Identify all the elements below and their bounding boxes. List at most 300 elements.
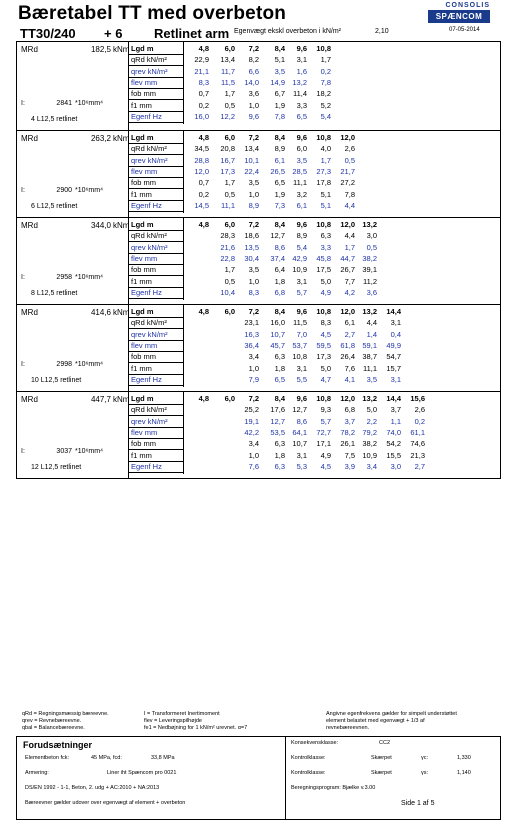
- cell-value: 0,7: [198, 89, 209, 99]
- cell-value: 6,0: [224, 220, 235, 229]
- cell-value: 12,0: [340, 133, 355, 142]
- cell-value: 5,0: [320, 363, 331, 373]
- cell-value: 11,1: [220, 200, 235, 210]
- row-length: [129, 307, 499, 317]
- row-label: fob mm: [131, 89, 157, 99]
- inertia-value: 2900: [56, 187, 72, 194]
- cell-value: 8,4: [274, 220, 285, 229]
- cell-value: 38,7: [362, 352, 377, 362]
- block-summary: [17, 305, 129, 391]
- row-label: Egenf Hz: [131, 200, 162, 210]
- cell-value: 16,0: [194, 111, 209, 121]
- row-egen: [129, 375, 499, 385]
- cell-value: 12,2: [220, 111, 235, 121]
- cell-value: 22,4: [244, 166, 259, 176]
- cell-value: 8,9: [296, 231, 307, 241]
- cell-value: 39,1: [362, 265, 377, 275]
- cell-value: 12,0: [340, 394, 355, 403]
- konsekvens-label: Konsekvensklasse:: [291, 740, 339, 746]
- inertia-label: I:: [21, 448, 25, 455]
- cell-value: 7,2: [248, 133, 259, 142]
- row-label: qrev kN/m²: [131, 329, 168, 339]
- cell-value: 0,5: [224, 189, 235, 199]
- load-table: [16, 41, 501, 479]
- cell-value: 12,0: [194, 166, 209, 176]
- cell-value: 3,3: [296, 100, 307, 110]
- row-qrd: [129, 405, 499, 415]
- cell-value: 4,7: [320, 374, 331, 384]
- row-qrev: [129, 417, 499, 427]
- inertia-label: I:: [21, 100, 25, 107]
- armering-label: Armering:: [25, 770, 49, 776]
- note-line-1: Angivne egenfrekvens gælder for simpelt understøttet: [326, 711, 457, 717]
- mrd-value: 182,5: [90, 45, 111, 54]
- cell-value: 6,0: [224, 394, 235, 403]
- cell-value: 3,7: [344, 416, 355, 426]
- cell-value: 3,0: [366, 231, 377, 241]
- cell-value: 26,1: [340, 439, 355, 449]
- cell-value: 7,2: [248, 394, 259, 403]
- logo-top-text: CONSOLIS: [445, 2, 490, 9]
- cell-value: 1,7: [224, 265, 235, 275]
- cell-value: 0,5: [224, 100, 235, 110]
- row-label: flev mm: [131, 253, 158, 263]
- mrd-value: 447,7: [90, 395, 111, 404]
- legend-qbal: qbal = Balancebæreevne.: [22, 725, 85, 731]
- cell-value: 0,7: [198, 178, 209, 188]
- cell-value: 11,4: [292, 89, 307, 99]
- cell-value: 5,4: [320, 111, 331, 121]
- cell-value: 4,4: [366, 318, 377, 328]
- cell-value: 1,9: [274, 189, 285, 199]
- cell-value: 11,1: [292, 178, 307, 188]
- block-summary: [17, 218, 129, 304]
- cell-value: 7,5: [344, 450, 355, 460]
- row-label: flev mm: [131, 77, 158, 87]
- row-label: f1 mm: [131, 189, 152, 199]
- cell-value: 14,0: [244, 77, 259, 87]
- cell-value: 11,5: [292, 318, 307, 328]
- row-qrev: [129, 67, 499, 77]
- row-flev: [129, 254, 499, 264]
- cell-value: 5,1: [320, 189, 331, 199]
- cell-value: 34,5: [194, 144, 209, 154]
- row-label: qrev kN/m²: [131, 66, 168, 76]
- cell-value: 11,5: [220, 77, 235, 87]
- row-length: [129, 220, 499, 230]
- cell-value: 8,4: [274, 44, 285, 53]
- row-label: qRd kN/m²: [131, 55, 167, 65]
- inertia-unit: *10⁶mm⁴: [75, 274, 104, 281]
- inertia-unit: *10⁶mm⁴: [75, 100, 104, 107]
- cell-value: 22,9: [194, 55, 209, 65]
- cell-value: 7,2: [248, 307, 259, 316]
- gamma-s-label: γs:: [421, 770, 429, 776]
- mrd-value: 414,6: [90, 308, 111, 317]
- cell-value: 72,7: [316, 427, 331, 437]
- cell-value: 4,5: [320, 461, 331, 471]
- row-fob: [129, 89, 499, 99]
- cell-value: 4,9: [320, 450, 331, 460]
- cell-value: 4,9: [320, 287, 331, 297]
- cell-value: 59,5: [316, 340, 331, 350]
- cell-value: 5,2: [320, 100, 331, 110]
- cell-value: 21,1: [194, 66, 209, 76]
- cell-value: 17,3: [220, 166, 235, 176]
- mrd-unit: kNm: [113, 395, 130, 404]
- row-qrd: [129, 231, 499, 241]
- row-label: qrev kN/m²: [131, 242, 168, 252]
- mrd-unit: kNm: [113, 134, 130, 143]
- cell-value: 45,7: [270, 340, 285, 350]
- cell-value: 5,5: [296, 374, 307, 384]
- row-fob: [129, 352, 499, 362]
- cell-value: 26,5: [270, 166, 285, 176]
- cell-value: 6,0: [296, 144, 307, 154]
- cell-value: 3,6: [366, 287, 377, 297]
- cell-value: 2,7: [414, 461, 425, 471]
- cell-value: 8,4: [274, 307, 285, 316]
- cell-value: 13,4: [220, 55, 235, 65]
- cell-value: 18,6: [244, 231, 259, 241]
- cell-value: 14,4: [386, 394, 401, 403]
- cell-value: 4,1: [344, 374, 355, 384]
- cell-value: 1,7: [344, 242, 355, 252]
- row-flev: [129, 78, 499, 88]
- cell-value: 36,4: [244, 340, 259, 350]
- cell-value: 23,1: [244, 318, 259, 328]
- row-length: [129, 133, 499, 143]
- cell-value: 7,0: [296, 329, 307, 339]
- cell-value: 8,6: [296, 416, 307, 426]
- cell-value: 3,1: [390, 374, 401, 384]
- row-label: Egenf Hz: [131, 461, 162, 471]
- document-date: 07-05-2014: [449, 27, 480, 33]
- table-block: [17, 218, 500, 305]
- cell-value: 10,7: [292, 439, 307, 449]
- cell-value: 7,8: [320, 77, 331, 87]
- cell-value: 9,3: [320, 405, 331, 415]
- cell-value: 28,8: [194, 155, 209, 165]
- cell-value: 61,1: [410, 427, 425, 437]
- cell-value: 1,0: [248, 450, 259, 460]
- inertia-unit: *10⁶mm⁴: [75, 361, 104, 368]
- cell-value: 6,3: [320, 231, 331, 241]
- elementbeton-label: Elementbeton fck:: [25, 755, 70, 761]
- row-label: Egenf Hz: [131, 111, 162, 121]
- cell-value: 13,2: [362, 307, 377, 316]
- cell-value: 0,4: [390, 329, 401, 339]
- cell-value: 1,0: [248, 189, 259, 199]
- row-label: flev mm: [131, 340, 158, 350]
- cell-value: 11,1: [362, 363, 377, 373]
- cell-value: 3,1: [296, 55, 307, 65]
- cell-value: 10,7: [270, 329, 285, 339]
- mrd-unit: kNm: [113, 308, 130, 317]
- cell-value: 12,7: [292, 405, 307, 415]
- cell-value: 18,2: [316, 89, 331, 99]
- elementbeton-value: 45 MPa, fcd:: [91, 755, 122, 761]
- cell-value: 5,0: [366, 405, 377, 415]
- cell-value: 4,8: [198, 220, 209, 229]
- row-qrd: [129, 144, 499, 154]
- mrd-label: MRd: [21, 45, 38, 54]
- cell-value: 13,2: [292, 77, 307, 87]
- row-length: [129, 394, 499, 404]
- note-line-3: revnebæreevnen.: [326, 725, 370, 731]
- row-fob: [129, 178, 499, 188]
- kontrol-label-2: Kontrolklasse:: [291, 770, 326, 776]
- cell-value: 7,3: [274, 200, 285, 210]
- cell-value: 10,8: [316, 44, 331, 53]
- cell-value: 13,2: [362, 220, 377, 229]
- cell-value: 8,9: [248, 200, 259, 210]
- row-label: qrev kN/m²: [131, 416, 168, 426]
- cell-value: 3,6: [248, 89, 259, 99]
- cell-value: 10,8: [292, 352, 307, 362]
- cell-value: 3,9: [344, 461, 355, 471]
- cell-value: 49,9: [386, 340, 401, 350]
- program-label: Beregningsprogram: Bjælke v.3.00: [291, 785, 376, 791]
- cell-value: 79,2: [362, 427, 377, 437]
- cell-value: 26,7: [340, 265, 355, 275]
- cell-value: 7,8: [344, 189, 355, 199]
- cell-value: 7,8: [274, 111, 285, 121]
- cell-value: 6,1: [274, 155, 285, 165]
- cell-value: 38,2: [362, 253, 377, 263]
- company-logo: [428, 2, 490, 23]
- row-f1: [129, 277, 499, 287]
- page-number: Side 1 af 5: [401, 800, 435, 807]
- cell-value: 14,9: [270, 77, 285, 87]
- cell-value: 0,5: [224, 276, 235, 286]
- cell-value: 44,7: [340, 253, 355, 263]
- cell-value: 7,2: [248, 220, 259, 229]
- cell-value: 6,4: [274, 265, 285, 275]
- cell-value: 3,4: [366, 461, 377, 471]
- cell-value: 4,8: [198, 133, 209, 142]
- cell-value: 19,1: [244, 416, 259, 426]
- cell-value: 16,7: [220, 155, 235, 165]
- cell-value: 1,7: [320, 55, 331, 65]
- cell-value: 1,6: [296, 66, 307, 76]
- row-egen: [129, 462, 499, 472]
- cell-value: 6,1: [296, 200, 307, 210]
- cell-value: 5,1: [274, 55, 285, 65]
- legend-qrd: qRd = Regningsmæssig bæreevne.: [22, 711, 109, 717]
- cell-value: 53,7: [292, 340, 307, 350]
- cell-value: 12,7: [270, 416, 285, 426]
- cell-value: 5,1: [320, 200, 331, 210]
- cell-value: 17,6: [270, 405, 285, 415]
- table-block: [17, 42, 500, 131]
- row-label: qRd kN/m²: [131, 144, 167, 154]
- cell-value: 59,1: [362, 340, 377, 350]
- cell-value: 53,5: [270, 427, 285, 437]
- cell-value: 3,1: [296, 363, 307, 373]
- cell-value: 14,4: [386, 307, 401, 316]
- arm-type: Retlinet arm: [154, 26, 230, 41]
- cell-value: 1,7: [224, 89, 235, 99]
- assumptions-box: [16, 736, 501, 820]
- cell-value: 20,8: [220, 144, 235, 154]
- cell-value: 10,8: [316, 394, 331, 403]
- remark-text: Bæreevner gælder udover over egenvægt af element + overbeton: [25, 800, 186, 806]
- cell-value: 13,5: [244, 242, 259, 252]
- page-title: Bæretabel TT med overbeton: [18, 3, 287, 24]
- block-summary: [17, 131, 129, 217]
- cell-value: 4,5: [320, 329, 331, 339]
- row-flev: [129, 167, 499, 177]
- cell-value: 1,0: [248, 363, 259, 373]
- cell-value: 17,8: [316, 178, 331, 188]
- row-egen: [129, 288, 499, 298]
- inertia-unit: *10⁶mm⁴: [75, 187, 104, 194]
- cell-value: 7,7: [344, 276, 355, 286]
- cell-value: 10,4: [220, 287, 235, 297]
- cell-value: 16,3: [244, 329, 259, 339]
- cell-value: 8,9: [274, 144, 285, 154]
- cell-value: 54,2: [386, 439, 401, 449]
- mrd-label: MRd: [21, 395, 38, 404]
- row-f1: [129, 101, 499, 111]
- row-egen: [129, 112, 499, 122]
- inertia-label: I:: [21, 187, 25, 194]
- cell-value: 1,7: [224, 178, 235, 188]
- row-label: Lgd m: [131, 220, 154, 229]
- cell-value: 4,8: [198, 44, 209, 53]
- cell-value: 12,7: [270, 231, 285, 241]
- standard-text: DS/EN 1992 - 1-1, Beton, 2. udg + AC:2010 + NA:2013: [25, 785, 160, 791]
- konsekvens-value: CC2: [379, 740, 391, 746]
- row-label: flev mm: [131, 427, 158, 437]
- cell-value: 9,6: [248, 111, 259, 121]
- kontrol-value-1: Skærpet: [371, 755, 392, 761]
- cell-value: 15,7: [386, 363, 401, 373]
- cell-value: 11,7: [220, 66, 235, 76]
- cell-value: 5,3: [296, 461, 307, 471]
- row-label: fob mm: [131, 439, 157, 449]
- mrd-label: MRd: [21, 221, 38, 230]
- cell-value: 6,8: [274, 287, 285, 297]
- cell-value: 38,2: [362, 439, 377, 449]
- cell-value: 27,3: [316, 166, 331, 176]
- inertia-unit: *10⁶mm⁴: [75, 448, 104, 455]
- cell-value: 6,6: [248, 66, 259, 76]
- cell-value: 2,6: [414, 405, 425, 415]
- row-label: flev mm: [131, 166, 158, 176]
- row-label: Egenf Hz: [131, 374, 162, 384]
- cell-value: 10,8: [316, 220, 331, 229]
- row-label: f1 mm: [131, 276, 152, 286]
- legend-flev: flev = Leveringspilhøjde: [144, 718, 202, 724]
- block-summary: [17, 42, 129, 130]
- reinforcement: 4 L12,5 retlinet: [31, 116, 78, 123]
- gamma-s-value: 1,140: [457, 770, 471, 776]
- cell-value: 4,8: [198, 394, 209, 403]
- cell-value: 9,6: [296, 394, 307, 403]
- cell-value: 7,6: [344, 363, 355, 373]
- row-f1: [129, 190, 499, 200]
- cell-value: 9,6: [296, 133, 307, 142]
- row-qrev: [129, 243, 499, 253]
- row-label: f1 mm: [131, 363, 152, 373]
- cell-value: 74,6: [410, 439, 425, 449]
- cell-value: 4,4: [344, 200, 355, 210]
- cell-value: 27,2: [340, 178, 355, 188]
- cell-value: 12,0: [340, 220, 355, 229]
- cell-value: 3,5: [366, 374, 377, 384]
- cell-value: 42,9: [292, 253, 307, 263]
- cell-value: 6,1: [344, 318, 355, 328]
- row-qrd: [129, 318, 499, 328]
- cell-value: 61,8: [340, 340, 355, 350]
- cell-value: 5,7: [296, 287, 307, 297]
- cell-value: 6,5: [274, 374, 285, 384]
- row-label: fob mm: [131, 352, 157, 362]
- cell-value: 4,4: [344, 231, 355, 241]
- overlay-thickness: + 6: [104, 26, 123, 41]
- block-summary: [17, 392, 129, 478]
- cell-value: 0,2: [414, 416, 425, 426]
- row-qrd: [129, 55, 499, 65]
- inertia-value: 3037: [56, 448, 72, 455]
- cell-value: 0,2: [198, 189, 209, 199]
- reinforcement: 10 L12,5 retlinet: [31, 377, 82, 384]
- cell-value: 6,0: [224, 44, 235, 53]
- row-label: fob mm: [131, 265, 157, 275]
- cell-value: 2,7: [344, 329, 355, 339]
- note-line-2: element belastet med egenvægt + 1/3 af: [326, 718, 425, 724]
- row-label: Lgd m: [131, 44, 154, 53]
- cell-value: 6,5: [296, 111, 307, 121]
- cell-value: 1,9: [274, 100, 285, 110]
- row-label: Lgd m: [131, 394, 154, 403]
- cell-value: 7,2: [248, 44, 259, 53]
- cell-value: 5,4: [296, 242, 307, 252]
- cell-value: 3,4: [248, 439, 259, 449]
- kontrol-label-1: Kontrolklasse:: [291, 755, 326, 761]
- row-qrev: [129, 156, 499, 166]
- row-label: qRd kN/m²: [131, 231, 167, 241]
- cell-value: 4,8: [198, 307, 209, 316]
- cell-value: 1,0: [248, 276, 259, 286]
- self-weight-value: 2,10: [375, 28, 389, 35]
- cell-value: 3,2: [296, 189, 307, 199]
- row-flev: [129, 428, 499, 438]
- cell-value: 6,3: [274, 352, 285, 362]
- cell-value: 6,7: [274, 89, 285, 99]
- cell-value: 1,8: [274, 363, 285, 373]
- cell-value: 21,3: [410, 450, 425, 460]
- cell-value: 16,0: [270, 318, 285, 328]
- row-qrev: [129, 330, 499, 340]
- cell-value: 28,5: [292, 166, 307, 176]
- row-label: qRd kN/m²: [131, 318, 167, 328]
- row-fob: [129, 265, 499, 275]
- inertia-label: I:: [21, 274, 25, 281]
- cell-value: 1,4: [366, 329, 377, 339]
- cell-value: 6,5: [274, 178, 285, 188]
- inertia-value: 2958: [56, 274, 72, 281]
- cell-value: 45,8: [316, 253, 331, 263]
- cell-value: 15,6: [410, 394, 425, 403]
- cell-value: 17,1: [316, 439, 331, 449]
- cell-value: 2,2: [366, 416, 377, 426]
- armering-value: Liner iht Spæncom pro 0021: [107, 770, 177, 776]
- cell-value: 5,7: [320, 416, 331, 426]
- cell-value: 1,8: [274, 276, 285, 286]
